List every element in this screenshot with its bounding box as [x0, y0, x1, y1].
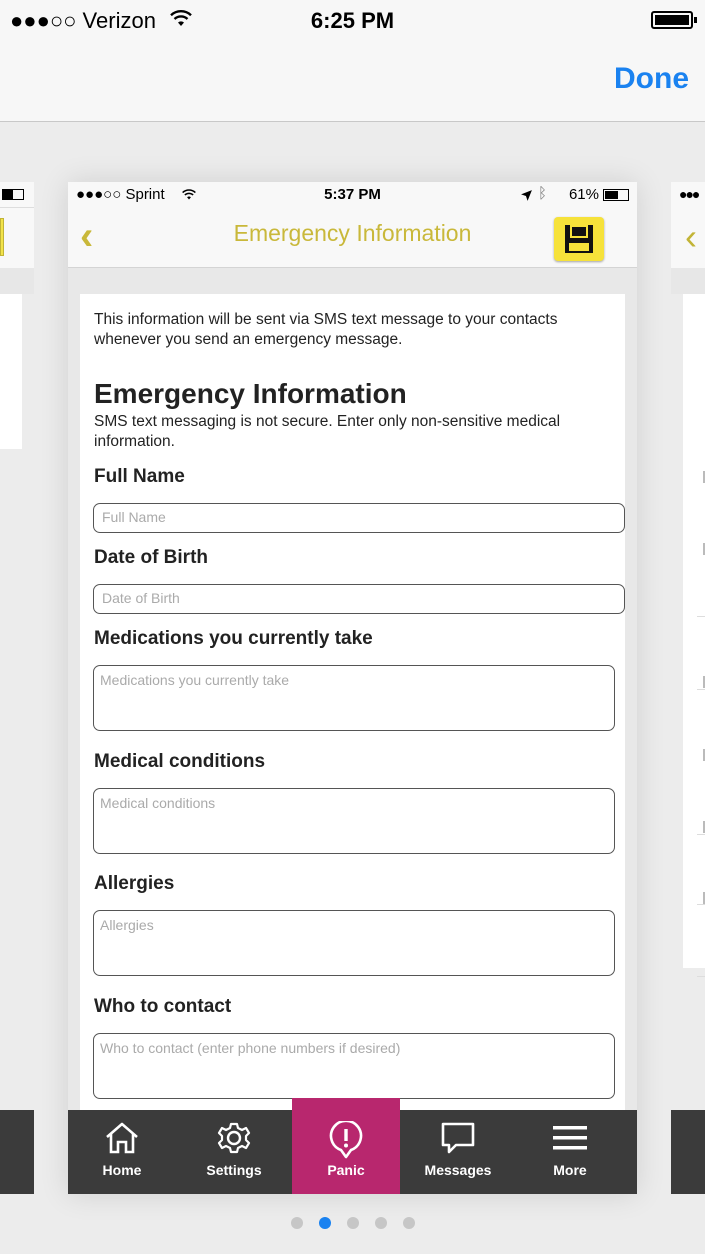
tab-label: Home	[102, 1162, 142, 1178]
battery-fill	[605, 191, 618, 199]
medications-field[interactable]: Medications you currently take	[93, 665, 615, 731]
outer-status-bar	[0, 0, 705, 40]
allergies-label: Allergies	[94, 873, 175, 894]
location-arrow-icon	[520, 189, 533, 202]
contacts-field[interactable]: Who to contact (enter phone numbers if desired)	[93, 1033, 615, 1099]
page-dot[interactable]	[347, 1217, 359, 1229]
form-heading: Emergency Information	[94, 378, 407, 409]
intro-text: This information will be sent via SMS text message to your contacts whenever you send an emergency message.	[94, 311, 558, 348]
page-indicator[interactable]	[0, 1216, 705, 1236]
full-name-field[interactable]: Full Name	[93, 503, 625, 533]
tab-settings[interactable]	[180, 1110, 288, 1194]
tab-more[interactable]	[516, 1110, 624, 1194]
page-title: Emergency Information	[233, 220, 472, 246]
nav-bar	[68, 208, 637, 268]
form-page	[80, 294, 625, 1124]
tab-home[interactable]	[68, 1110, 176, 1194]
conditions-label: Medical conditions	[94, 751, 266, 772]
inner-carrier-label: ●●●○○ Sprint	[76, 186, 165, 203]
battery-icon	[603, 189, 629, 201]
security-warning: SMS text messaging is not secure. Enter only non-sensitive medical information.	[94, 413, 561, 450]
previous-nav-bar	[0, 208, 34, 268]
top-bar	[0, 40, 705, 122]
inner-status-time: 5:37 PM	[324, 186, 381, 203]
carrier-label: ●●●○○ Verizon	[10, 8, 156, 33]
save-icon	[563, 223, 595, 255]
page-dot[interactable]	[291, 1217, 303, 1229]
next-screen-card[interactable]	[671, 182, 705, 1194]
previous-screen-card[interactable]	[0, 182, 34, 1194]
tab-messages[interactable]	[404, 1110, 512, 1194]
page-dot-active[interactable]	[319, 1217, 331, 1229]
previous-status-bar	[0, 182, 34, 208]
home-icon	[104, 1121, 140, 1155]
save-button[interactable]	[554, 217, 604, 261]
current-screen-card	[68, 182, 637, 1194]
dob-label: Date of Birth	[94, 547, 208, 568]
tab-bar	[68, 1110, 637, 1194]
signal-icon: ●●●	[671, 182, 705, 208]
tab-panic[interactable]	[292, 1098, 400, 1194]
full-name-label: Full Name	[94, 466, 185, 487]
battery-icon	[2, 189, 24, 200]
tab-label: Messages	[424, 1162, 492, 1178]
inner-status-bar	[68, 182, 637, 208]
gear-icon	[216, 1121, 252, 1155]
back-chevron-icon: ‹	[685, 216, 697, 257]
next-tab-bar	[671, 1110, 705, 1194]
previous-page-content	[0, 294, 22, 449]
tab-label: Settings	[206, 1162, 262, 1178]
battery-icon	[651, 11, 693, 29]
tab-label: More	[553, 1162, 587, 1178]
tab-label: Panic	[327, 1162, 365, 1178]
conditions-field[interactable]: Medical conditions	[93, 788, 615, 854]
bluetooth-icon: ᛒ	[538, 185, 548, 202]
status-time: 6:25 PM	[310, 8, 395, 33]
done-button[interactable]: Done	[614, 62, 689, 95]
menu-icon	[552, 1121, 588, 1155]
page-dot[interactable]	[375, 1217, 387, 1229]
battery-percent: 61%	[568, 186, 599, 203]
medications-label: Medications you currently take	[94, 628, 373, 649]
back-button[interactable]: ‹	[80, 214, 94, 258]
previous-tab-bar	[0, 1110, 34, 1194]
allergies-field[interactable]: Allergies	[93, 910, 615, 976]
alert-icon	[328, 1121, 364, 1159]
page-dot[interactable]	[403, 1217, 415, 1229]
save-icon	[0, 218, 4, 256]
contacts-label: Who to contact	[94, 996, 232, 1017]
message-icon	[440, 1121, 476, 1155]
next-nav-bar	[671, 208, 705, 268]
dob-field[interactable]: Date of Birth	[93, 584, 625, 614]
next-page-content	[683, 294, 705, 968]
